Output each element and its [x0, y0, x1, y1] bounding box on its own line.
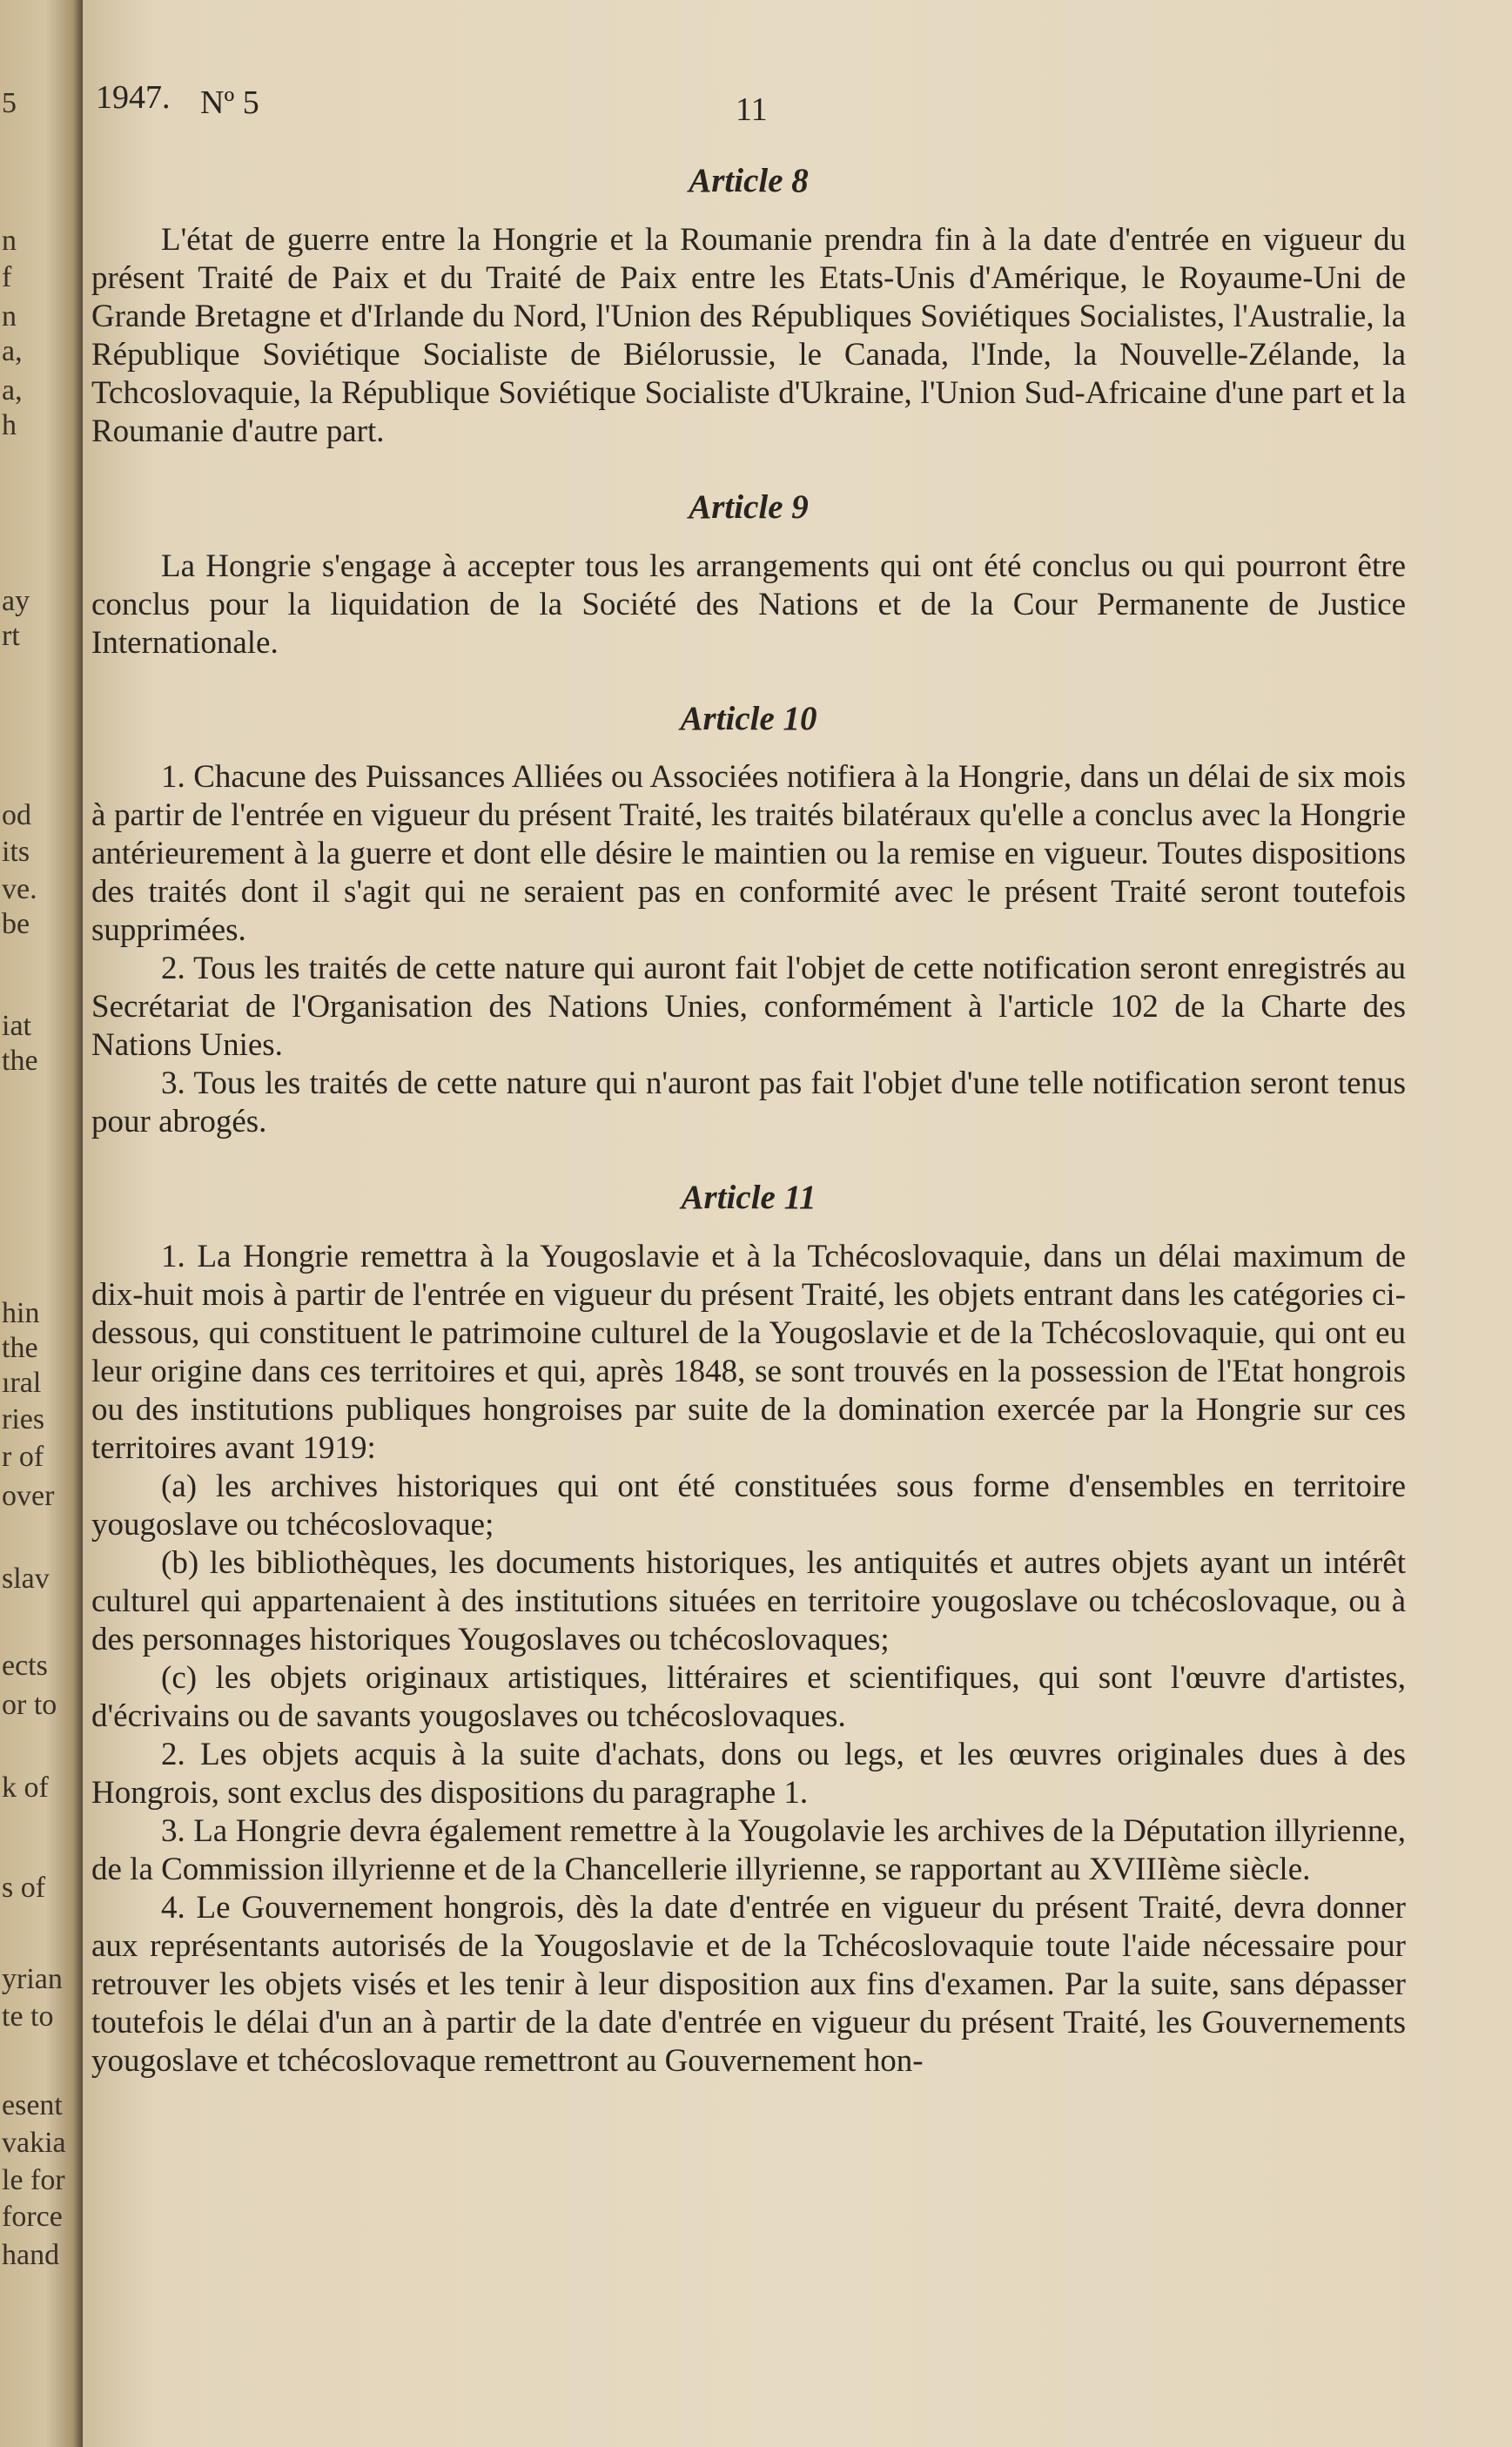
gutter-fragment: vakia [2, 2127, 66, 2159]
gutter-fragment: n [2, 225, 17, 257]
gutter-fragment: ects [2, 1650, 48, 1682]
article-paragraph: 2. Les objets acquis à la suite d'achats, dons ou legs, et les œuvres originales dues à des Hongrois, sont exclus des dispositions du paragraphe 1. [91, 1737, 1406, 1812]
gutter-fragment: hin [2, 1297, 40, 1329]
article-paragraph: 1. Chacune des Puissances Alliées ou Associées notifiera à la Hongrie, dans un délai de six mois à partir de l'entrée en vigueur du présent Traité, les traités bilatéraux qu'elle a conclus avec la Hongrie antérieurement à la guerre et dont elle désire le maintien ou la remise en vigueur. Toutes dispositions des traités dont il s'agit qui ne seraient pas en conformité avec le présent Traité seront toutefois supprimées. [91, 759, 1406, 949]
article-paragraph: 1. La Hongrie remettra à la Yougoslavie et à la Tchécoslovaquie, dans un délai maximum de dix-huit mois à partir de l'entrée en vigueur du présent Traité, les objets entrant dans les catégories ci-dessous, qui constituent le patrimoine culturel de la Yougoslavie et de la Tchécoslovaquie, qui ont eu leur origine dans ces territoires et qui, après 1848, se sont trouvés en la possession de l'Etat hongrois ou des institutions publiques hongroises par suite de la domination exercée par la Hongrie sur ces territoires avant 1919: [91, 1239, 1406, 1467]
page-body [91, 161, 1406, 2081]
article-title: Article 9 [689, 487, 809, 526]
article-8 [91, 161, 1406, 451]
gutter-fragment: esent [2, 2089, 63, 2121]
gutter-fragment: iat [2, 1010, 31, 1042]
gutter-fragment: be [2, 908, 30, 940]
gutter-fragment: or to [2, 1689, 57, 1721]
article-title: Article 11 [681, 1179, 816, 1217]
gutter-fragment: the [2, 1045, 38, 1077]
gutter-fragment: its [2, 836, 30, 868]
gutter-fragment: over [2, 1480, 55, 1512]
article-title: Article 10 [680, 699, 817, 737]
gutter-fragment: hand [2, 2239, 60, 2271]
gutter-fragment: a, [2, 374, 23, 407]
gutter-fragment: s of [2, 1872, 46, 1904]
page-number: 11 [736, 91, 768, 128]
gutter-fragment: ries [2, 1403, 45, 1435]
article-paragraph: 3. Tous les traités de cette nature qui n'auront pas fait l'objet d'une telle notification seront tenus pour abrogés. [91, 1066, 1406, 1140]
article-paragraph: 2. Tous les traités de cette nature qui auront fait l'objet de cette notification seront enregistrés au Secrétariat de l'Organisation des Nations Unies, conformément à l'article 102 de la Charte des Nations Unies. [91, 951, 1406, 1064]
header-number: Nº 5 [200, 84, 259, 121]
gutter-fragment: ay [2, 585, 30, 617]
gutter-fragment: k of [2, 1771, 49, 1804]
article-11 [91, 1178, 1406, 2081]
gutter-fragment: ve. [2, 873, 37, 905]
gutter-fragment: the [2, 1332, 38, 1364]
page-header [96, 78, 1486, 131]
article-title: Article 8 [689, 162, 809, 199]
gutter-fragment: yrian [2, 1963, 63, 1995]
article-paragraph: 4. Le Gouvernement hongrois, dès la date d'entrée en vigueur du présent Traité, devra donner aux représentants autorisés de la Yougoslavie et de la Tchécoslovaquie toute l'aide nécessaire pour retrouver les objets visés et les tenir à leur disposition aux fins d'examen. Par la suite, sans dépasser toutefois le délai d'un an à partir de la date d'entrée en vigueur du présent Traité, les Gouvernements yougoslave et tchécoslovaque remettront au Gouvernement hon- [91, 1890, 1406, 2080]
article-paragraph: 3. La Hongrie devra également remettre à la Yougolavie les archives de la Députation illyrienne, de la Commission illyrienne et de la Chancellerie illyrienne, se rapportant au XVIIIème siècle. [91, 1813, 1406, 1888]
gutter-fragment: r of [2, 1441, 44, 1473]
article-paragraph: (c) les objets originaux artistiques, littéraires et scientifiques, qui sont l'œuvre d'artistes, d'écrivains ou de savants yougoslaves ou tchécoslovaques. [91, 1660, 1406, 1735]
article-paragraph: (b) les bibliothèques, les documents historiques, les antiquités et autres objets ayant un intérêt culturel qui appartenaient à des institutions situées en territoire yougoslave ou tchécoslovaque, ou à des personnages historiques Yougoslaves ou tchécoslovaques; [91, 1545, 1406, 1658]
gutter-fragment: slav [2, 1563, 50, 1595]
gutter-fragment: force [2, 2201, 63, 2233]
article-paragraph: L'état de guerre entre la Hongrie et la Roumanie prendra fin à la date d'entrée en vigueur du présent Traité de Paix et du Traité de Paix entre les Etats-Unis d'Amérique, le Royaume-Uni de Grande Bretagne et d'Irlande du Nord, l'Union des Républiques Soviétiques Socialistes, l'Australie, la République Soviétique Socialiste de Biélorussie, le Canada, l'Inde, la Nouvelle-Zélande, la Tchcoslovaquie, la République Soviétique Socialiste d'Ukraine, l'Union Sud-Africaine d'une part et la Roumanie d'autre part. [91, 221, 1406, 449]
gutter-fragment: ıral [2, 1367, 42, 1399]
gutter-fragment: te to [2, 2000, 54, 2033]
previous-page-gutter [0, 0, 83, 2447]
article-paragraph: La Hongrie s'engage à accepter tous les arrangements qui ont été conclus ou qui pourront être conclus pour la liquidation de la Société des Nations et de la Cour Permanente de Justice Internationale. [91, 548, 1406, 661]
gutter-fragment: le for [2, 2164, 65, 2196]
article-paragraph: (a) les archives historiques qui ont été constituées sous forme d'ensembles en territoire yougoslave ou tchécoslovaque; [91, 1469, 1406, 1543]
article-9 [91, 487, 1406, 662]
gutter-fragment: h [2, 409, 17, 441]
header-year: 1947. [96, 79, 171, 116]
gutter-fragment: a, [2, 335, 23, 367]
gutter-fragment: rt [2, 620, 20, 652]
article-10 [91, 699, 1406, 1142]
document-page [83, 0, 1512, 2447]
gutter-fragment: od [2, 799, 31, 831]
gutter-fragment: 5 [2, 87, 17, 119]
gutter-fragment: n [2, 300, 17, 333]
gutter-fragment: f [2, 261, 12, 293]
